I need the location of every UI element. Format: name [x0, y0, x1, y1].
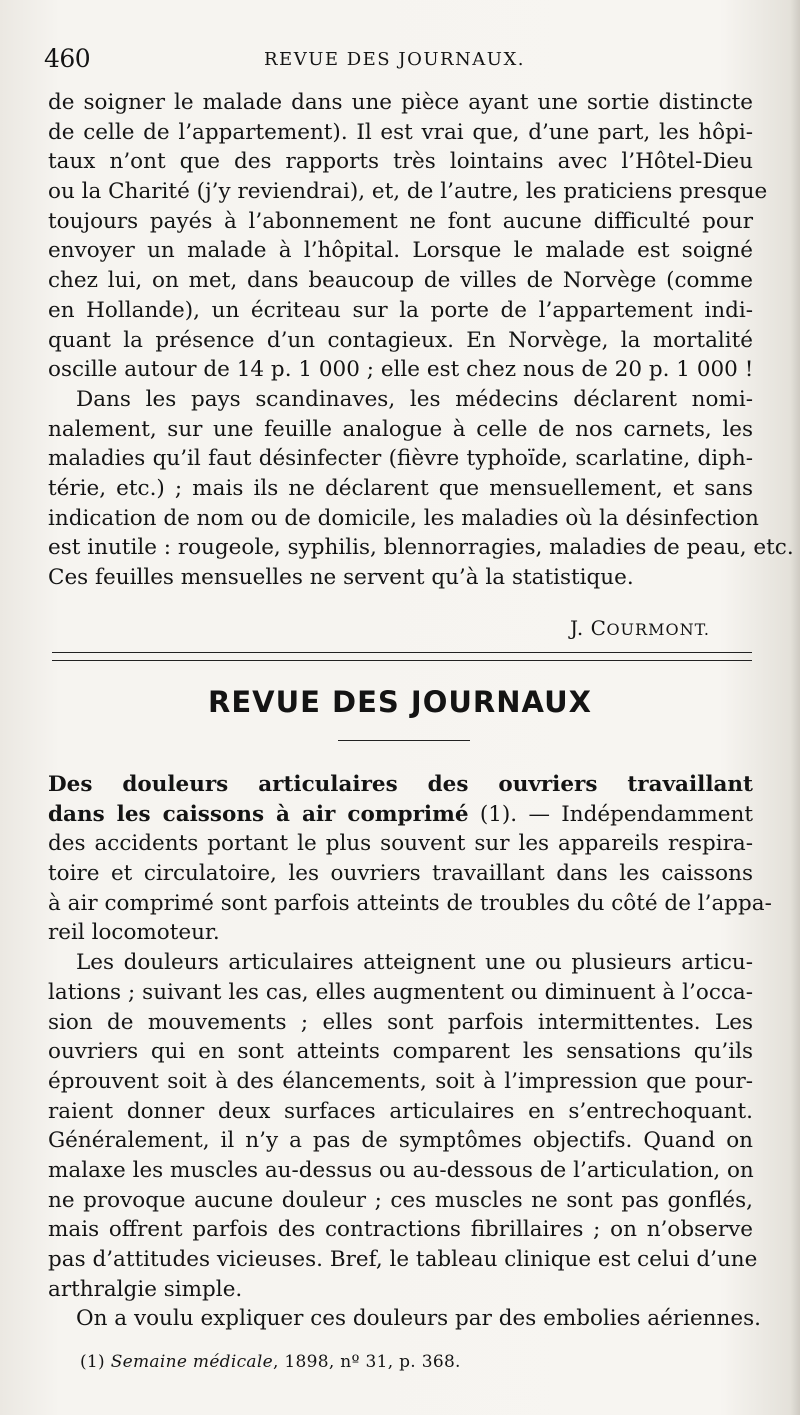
section-title: REVUE DES JOURNAUX	[208, 685, 592, 719]
text-line: oscille autour de 14 p. 1 000 ; elle est chez nous de 20 p. 1 000 !	[48, 357, 754, 383]
footnote-marker: (1)	[80, 1352, 111, 1372]
text-line: ouvriers qui en sont atteints comparent les sensations qu’ils	[48, 1039, 753, 1065]
text-line: éprouvent soit à des élancements, soit à l’impression que pour-	[48, 1068, 753, 1094]
text-line: quant la présence d’un contagieux. En Norvège, la mortalité	[48, 327, 753, 353]
text-line: à air comprimé sont parfois atteints de troubles du côté de l’appa-	[48, 890, 772, 916]
author-signature	[570, 616, 710, 640]
text-line: en Hollande), un écriteau sur la porte de l’appartement indi-	[48, 297, 753, 323]
article-title-bold: dans les caissons à air comprimé	[48, 801, 469, 827]
text-line: Dans les pays scandinaves, les médecins déclarent nomi-	[76, 386, 753, 412]
text-line: envoyer un malade à l’hôpital. Lorsque le malade est soigné	[48, 238, 753, 264]
running-head: REVUE DES JOURNAUX.	[264, 49, 525, 70]
footnote-source: Semaine médicale	[110, 1352, 273, 1372]
footnote-details: , 1898, nº 31, p. 368.	[272, 1352, 461, 1372]
text-line: chez lui, on met, dans beaucoup de villes de Norvège (comme	[48, 268, 753, 294]
text-line: raient donner deux surfaces articulaires en s’entrechoquant.	[48, 1098, 753, 1124]
text-line: lations ; suivant les cas, elles augmentent ou diminuent à l’occa-	[48, 979, 753, 1005]
text-line: On a voulu expliquer ces douleurs par des embolies aériennes.	[76, 1306, 761, 1332]
text-line: pas d’attitudes vicieuses. Bref, le tableau clinique est celui d’une	[48, 1247, 758, 1272]
text-line: arthralgie simple.	[48, 1276, 243, 1302]
text-line: malaxe les muscles au-dessus ou au-dessous de l’articulation, on	[48, 1157, 754, 1183]
section-divider	[52, 652, 752, 661]
footnote	[80, 1352, 461, 1372]
text-line: nalement, sur une feuille analogue à celle de nos carnets, les	[48, 416, 753, 442]
article-title-rest: (1). — Indépendamment	[468, 801, 753, 827]
text-line: sion de mouvements ; elles sont parfois intermittentes. Les	[48, 1009, 753, 1035]
text-line: de celle de l’appartement). Il est vrai que, d’une part, les hôpi-	[48, 119, 753, 145]
text-line: des accidents portant le plus souvent sur les appareils respira-	[48, 831, 753, 857]
text-line: térie, etc.) ; mais ils ne déclarent que mensuellement, et sans	[48, 475, 753, 501]
text-line: Généralement, il n’y a pas de symptômes objectifs. Quand on	[48, 1128, 753, 1154]
signature-surname: OURMONT.	[606, 620, 710, 639]
text-line: reil locomoteur.	[48, 920, 220, 946]
text-line: toujours payés à l’abonnement ne font aucune difficulté pour	[48, 208, 753, 234]
text-line: ne provoque aucune douleur ; ces muscles ne sont pas gonflés,	[48, 1187, 753, 1213]
text-line: indication de nom ou de domicile, les maladies où la désinfection	[48, 505, 759, 531]
text-line: Les douleurs articulaires atteignent une ou plusieurs articu-	[76, 950, 753, 976]
text-line: maladies qu’il faut désinfecter (fièvre typhoïde, scarlatine, diph-	[48, 446, 753, 472]
text-line: mais offrent parfois des contractions fibrillaires ; on n’observe	[48, 1217, 753, 1243]
article-title-line	[48, 800, 753, 830]
first-article-body	[48, 88, 794, 593]
text-line: ou la Charité (j’y reviendrai), et, de l’autre, les praticiens presque	[48, 179, 768, 205]
signature-initial: J. C	[569, 616, 607, 640]
article-title-line: Des douleurs articulaires des ouvriers travaillant	[48, 772, 753, 797]
page-header	[44, 44, 760, 80]
page-number: 460	[44, 44, 91, 73]
second-article-body	[48, 770, 772, 1334]
title-underline	[338, 740, 470, 741]
text-line: toire et circulatoire, les ouvriers travaillant dans les caissons	[48, 861, 753, 887]
text-line: de soigner le malade dans une pièce ayant une sortie distincte	[48, 90, 753, 115]
text-line: taux n’ont que des rapports très lointains avec l’Hôtel-Dieu	[48, 149, 753, 175]
text-line: Ces feuilles mensuelles ne servent qu’à la statistique.	[48, 565, 634, 590]
text-line: est inutile : rougeole, syphilis, blennorragies, maladies de peau, etc.	[48, 535, 794, 561]
